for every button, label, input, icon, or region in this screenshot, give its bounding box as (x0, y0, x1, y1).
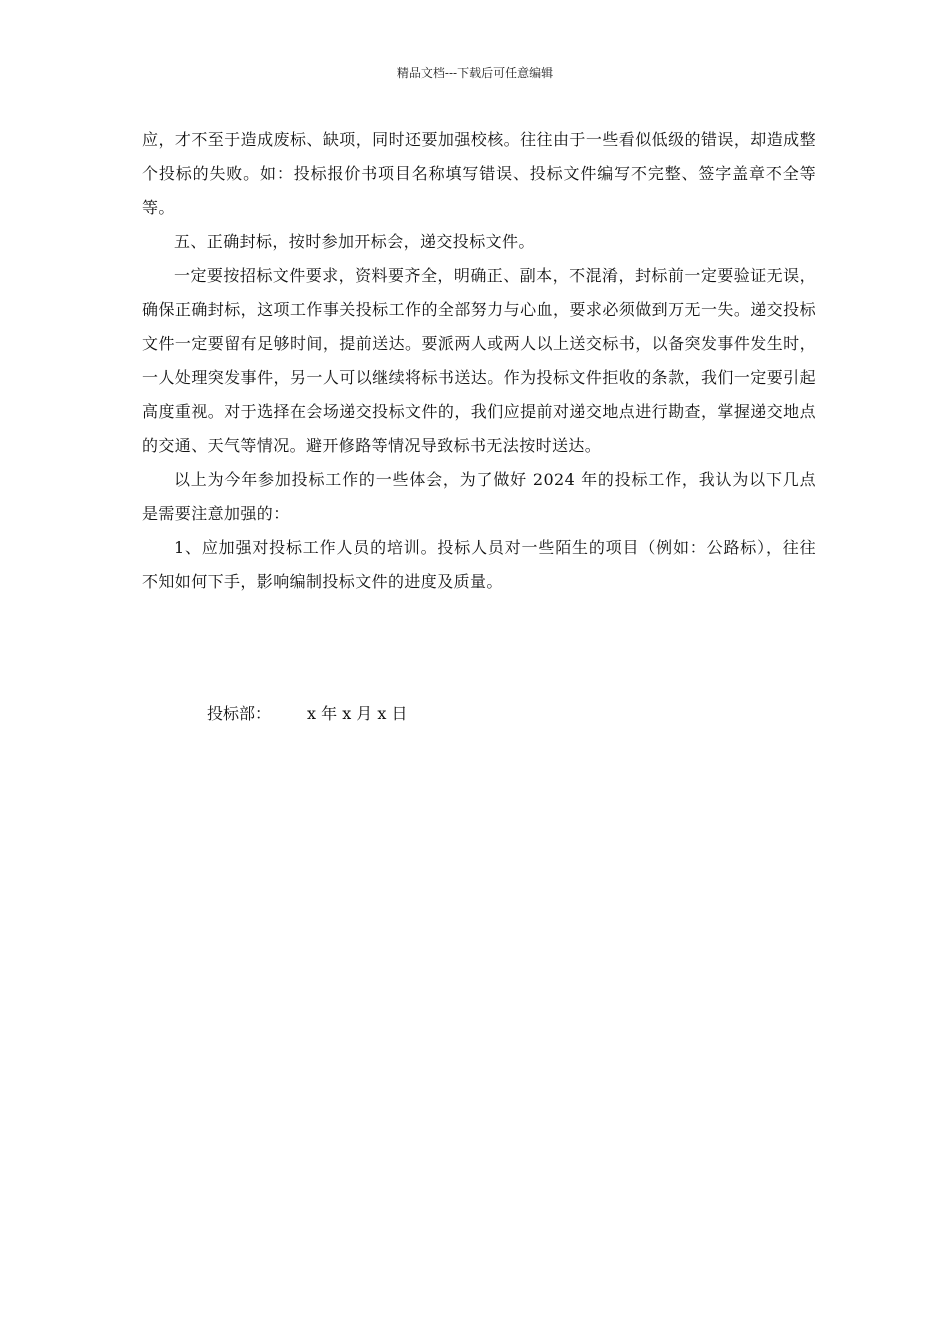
paragraph-sealing: 一定要按招标文件要求，资料要齐全，明确正、副本，不混淆，封标前一定要验证无误，确保正确封标，这项工作事关投标工作的全部努力与心血，要求必须做到万无一失。递交投标文件一定要留有足够时间，提前送达。要派两人或两人以上送交标书，以备突发事件发生时，一人处理突发事件，另一人可以继续将标书送达。作为投标文件拒收的条款，我们一定要引起高度重视。对于选择在会场递交投标文件的，我们应提前对递交地点进行勘查，掌握递交地点的交通、天气等情况。避开修路等情况导致标书无法按时送达。 (142, 266, 816, 455)
section-heading-five: 五、正确封标，按时参加开标会，递交投标文件。 (174, 232, 535, 251)
paragraph-summary: 以上为今年参加投标工作的一些体会，为了做好 2024 年的投标工作，我认为以下几点是需要注意加强的： (142, 470, 816, 523)
header-note: 精品文档---下载后可任意编辑 (396, 66, 554, 80)
body-text (142, 123, 816, 599)
signature-line (207, 697, 408, 731)
signature-department: 投标部： (207, 704, 272, 723)
list-item-training: 1、应加强对投标工作人员的培训。投标人员对一些陌生的项目（例如：公路标），往往不知如何下手，影响编制投标文件的进度及质量。 (142, 538, 816, 591)
paragraph-continuation: 应，才不至于造成废标、缺项，同时还要加强校核。往往由于一些看似低级的错误，却造成整个投标的失败。如：投标报价书项目名称填写错误、投标文件编写不完整、签字盖章不全等等。 (142, 130, 816, 217)
signature-date: x 年 x 月 x 日 (307, 704, 408, 723)
